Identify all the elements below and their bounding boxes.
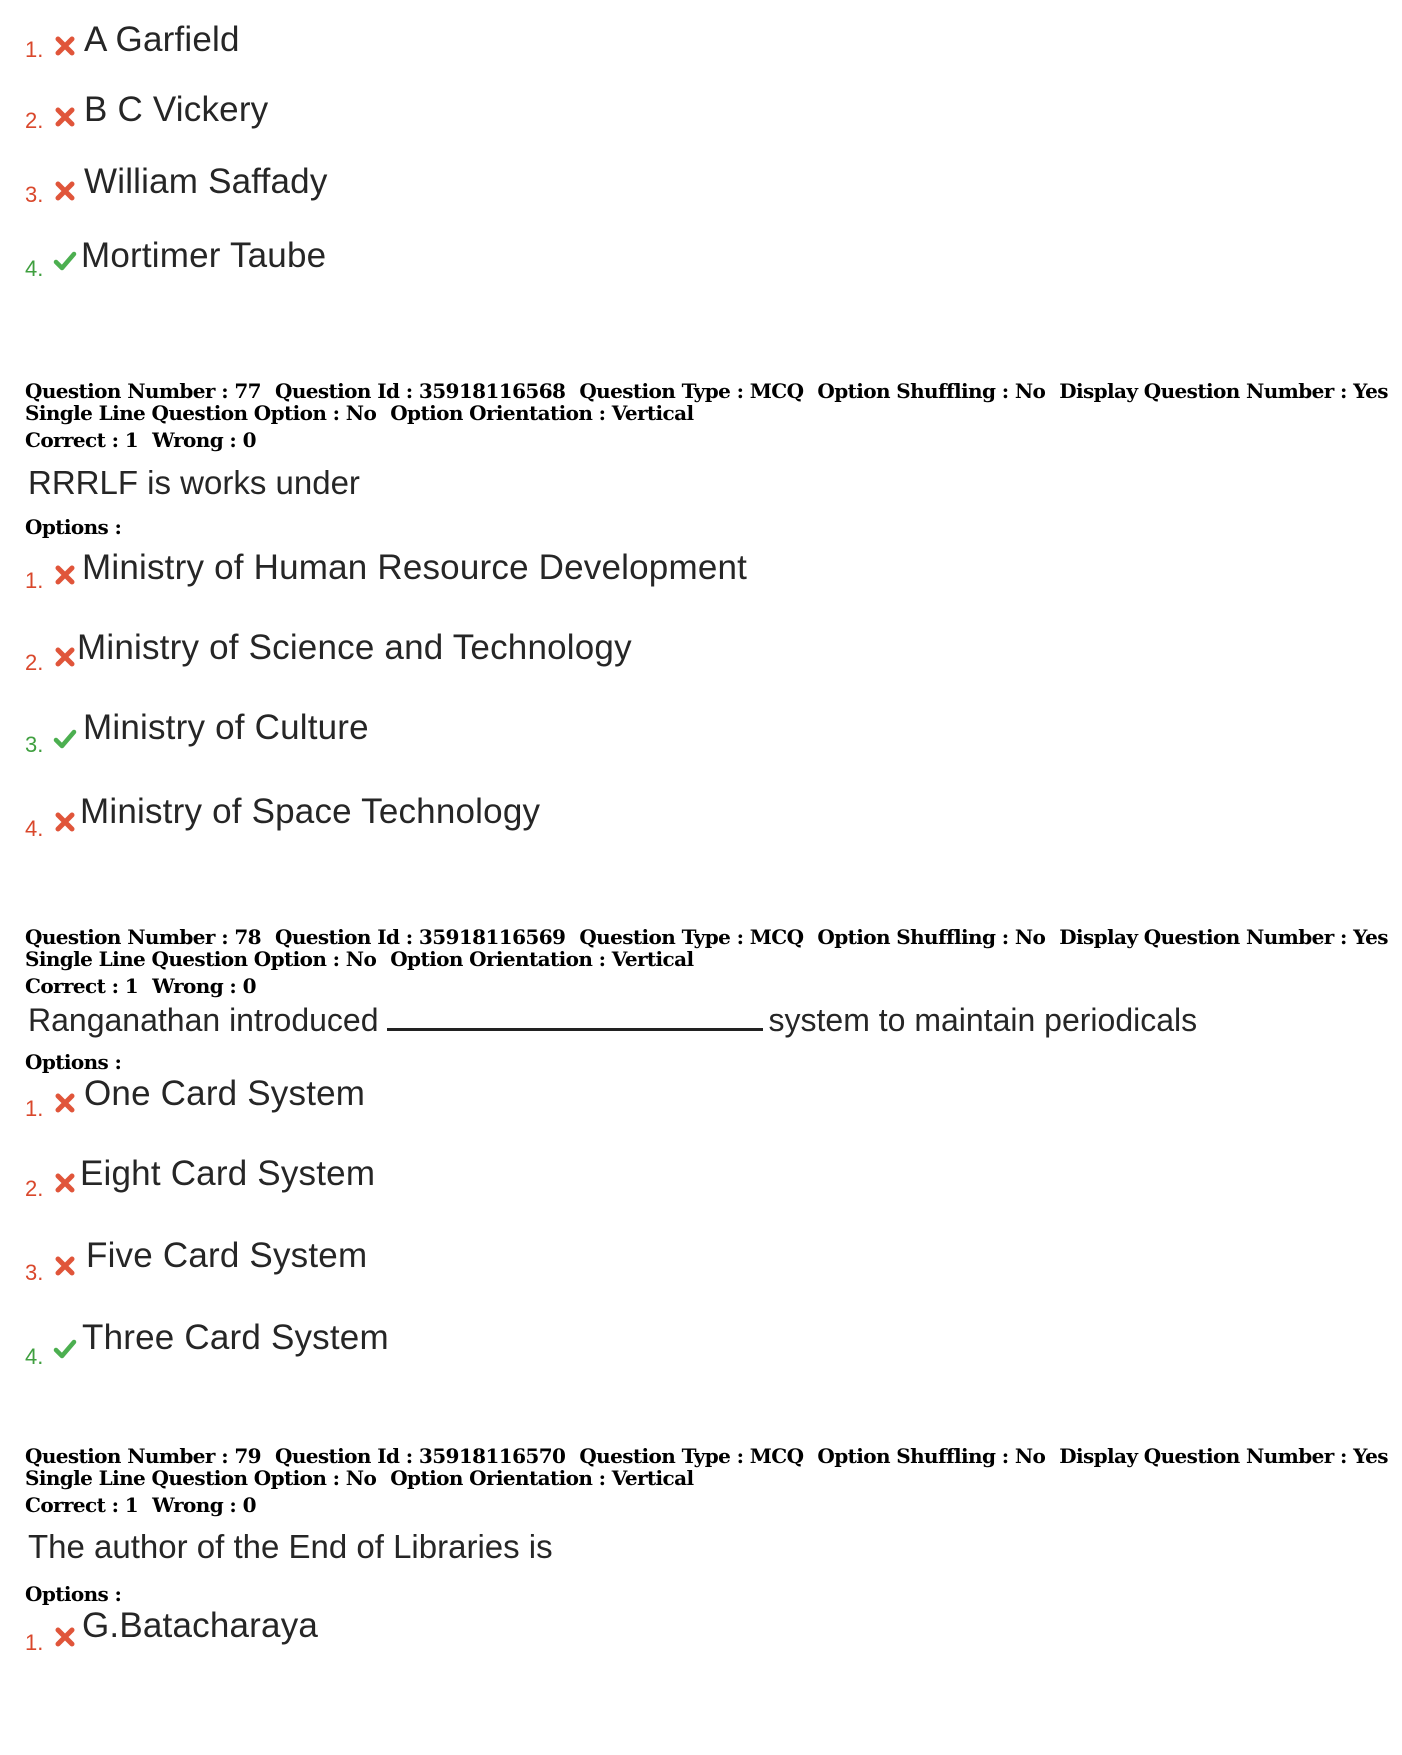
correct-marks: Correct : 1 — [25, 428, 139, 452]
cross-icon — [52, 104, 78, 130]
option-text: B C Vickery — [84, 90, 269, 129]
question-type: Question Type : MCQ — [579, 1444, 804, 1468]
option-text: Ministry of Space Technology — [80, 792, 541, 831]
question-text-part: Ranganathan introduced — [28, 1002, 379, 1038]
option-row — [0, 1238, 1000, 1294]
option-text: Ministry of Science and Technology — [77, 628, 632, 667]
question-id: Question Id : 35918116568 — [275, 379, 566, 403]
question-meta — [25, 926, 1402, 970]
score-line — [25, 428, 270, 452]
question-number: Question Number : 77 — [25, 379, 261, 403]
score-line — [25, 1493, 270, 1517]
option-row — [0, 236, 1000, 292]
option-row — [0, 1320, 1000, 1376]
cross-icon — [52, 562, 78, 588]
option-text: Mortimer Taube — [81, 236, 327, 275]
correct-marks: Correct : 1 — [25, 974, 139, 998]
wrong-marks: Wrong : 0 — [152, 428, 256, 452]
wrong-marks: Wrong : 0 — [152, 1493, 256, 1517]
option-row — [0, 710, 1000, 766]
option-text: William Saffady — [84, 162, 328, 201]
correct-marks: Correct : 1 — [25, 1493, 139, 1517]
cross-icon — [52, 178, 78, 204]
question-id: Question Id : 35918116569 — [275, 925, 566, 949]
option-row — [0, 1156, 1000, 1212]
option-row — [0, 88, 1000, 144]
option-number: 2. — [25, 108, 44, 133]
cross-icon — [52, 809, 78, 835]
option-text: Five Card System — [86, 1236, 368, 1275]
question-meta — [25, 1445, 1402, 1489]
options-label: Options : — [25, 515, 122, 539]
option-number: 2. — [25, 650, 44, 675]
cross-icon — [52, 1253, 78, 1279]
option-number: 1. — [25, 1630, 44, 1655]
option-text: One Card System — [84, 1074, 366, 1113]
question-text — [28, 1000, 1197, 1039]
display-question-number: Display Question Number : Yes — [1059, 1444, 1388, 1468]
option-text: A Garfield — [84, 20, 240, 59]
option-row — [0, 1608, 1000, 1664]
display-question-number: Display Question Number : Yes — [1059, 379, 1388, 403]
option-number: 4. — [25, 1344, 44, 1369]
option-shuffling: Option Shuffling : No — [817, 379, 1046, 403]
option-text: Eight Card System — [80, 1154, 376, 1193]
option-number: 3. — [25, 732, 44, 757]
option-row — [0, 794, 1000, 850]
option-number: 2. — [25, 1176, 44, 1201]
check-icon — [52, 248, 78, 274]
check-icon — [52, 1336, 78, 1362]
option-number: 1. — [25, 568, 44, 593]
option-row — [0, 548, 1000, 604]
question-type: Question Type : MCQ — [579, 925, 804, 949]
option-text: Three Card System — [82, 1318, 389, 1357]
fill-blank-line — [387, 1000, 763, 1031]
question-meta — [25, 380, 1402, 424]
question-type: Question Type : MCQ — [579, 379, 804, 403]
options-label: Options : — [25, 1582, 122, 1606]
option-shuffling: Option Shuffling : No — [817, 925, 1046, 949]
single-line-option: Single Line Question Option : No — [25, 401, 377, 425]
option-number: 4. — [25, 256, 44, 281]
question-text-part: system to maintain periodicals — [768, 1002, 1198, 1038]
single-line-option: Single Line Question Option : No — [25, 947, 377, 971]
option-text: Ministry of Human Resource Development — [82, 548, 748, 587]
cross-icon — [52, 33, 78, 59]
option-row — [0, 162, 1000, 218]
single-line-option: Single Line Question Option : No — [25, 1466, 377, 1490]
question-text: RRRLF is works under — [28, 464, 360, 501]
score-line — [25, 974, 270, 998]
cross-icon — [52, 1090, 78, 1116]
wrong-marks: Wrong : 0 — [152, 974, 256, 998]
option-number: 1. — [25, 37, 44, 62]
option-number: 4. — [25, 816, 44, 841]
option-text: Ministry of Culture — [83, 708, 369, 747]
option-orientation: Option Orientation : Vertical — [390, 401, 694, 425]
option-shuffling: Option Shuffling : No — [817, 1444, 1046, 1468]
question-number: Question Number : 78 — [25, 925, 261, 949]
check-icon — [52, 726, 78, 752]
question-text: The author of the End of Libraries is — [28, 1528, 553, 1565]
option-number: 3. — [25, 182, 44, 207]
option-text: G.Batacharaya — [82, 1606, 319, 1645]
options-label: Options : — [25, 1050, 122, 1074]
option-number: 1. — [25, 1096, 44, 1121]
cross-icon — [52, 1624, 78, 1650]
cross-icon — [52, 644, 78, 670]
option-orientation: Option Orientation : Vertical — [390, 1466, 694, 1490]
option-orientation: Option Orientation : Vertical — [390, 947, 694, 971]
question-number: Question Number : 79 — [25, 1444, 261, 1468]
option-number: 3. — [25, 1260, 44, 1285]
question-id: Question Id : 35918116570 — [275, 1444, 566, 1468]
option-row — [0, 18, 1000, 74]
display-question-number: Display Question Number : Yes — [1059, 925, 1388, 949]
cross-icon — [52, 1170, 78, 1196]
option-row — [0, 630, 1000, 686]
option-row — [0, 1076, 1000, 1132]
